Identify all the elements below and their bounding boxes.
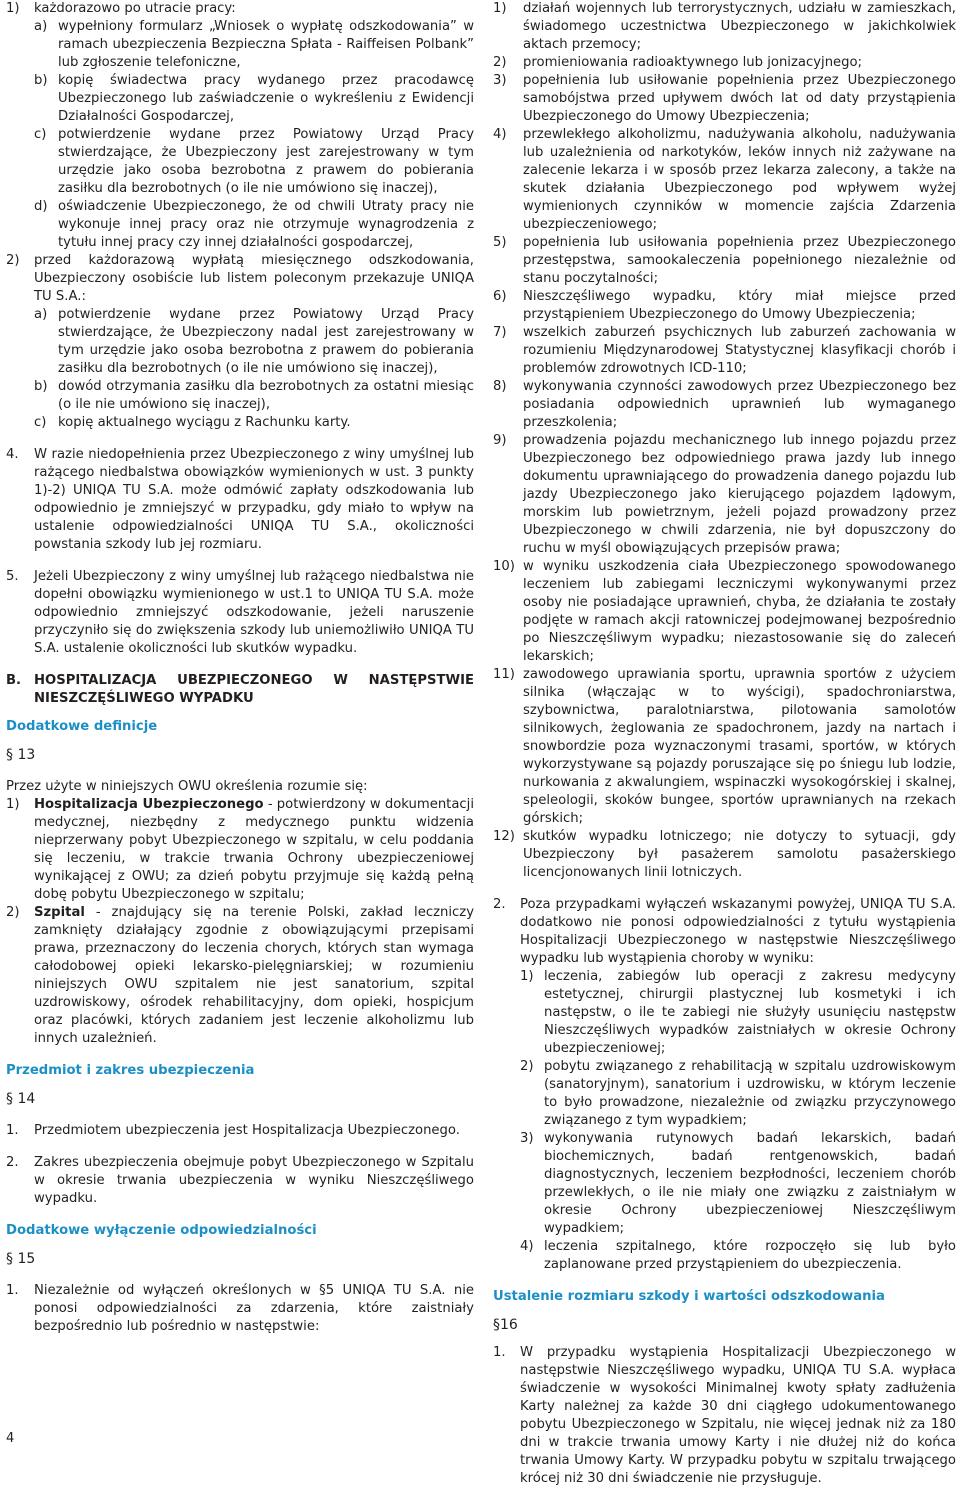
list-item (34, 72, 474, 126)
list-text: Nieszczęśliwego wypadku, który miał miejsce przed przystąpieniem Ubezpieczonego do Umowy Ubezpieczenia; (523, 289, 956, 322)
list-label: 2) (6, 905, 20, 920)
list-item (6, 252, 474, 306)
paragraph-text: W razie niedopełnienia przez Ubezpieczonego z winy umyślnej lub rażącego niedbalstwa obowiązków wymienionych w ust. 3 punkty 1)-2) UNIQA TU S.A. może odmówić zapłaty odszkodowania lub odpowiednio je zmniejszyć w przypadku, gdy miało to wpływ na ustalenie odpowiedzialności UNIQA TU S.A., okoliczności powstania szkody lub jej rozmiaru. (34, 447, 474, 552)
paragraph-text: W przypadku wystąpienia Hospitalizacji Ubezpieczonego w następstwie Nieszczęśliwego wypadku, UNIQA TU S.A. wypłaca świadczenie w wysokości Minimalnej kwoty spłaty zadłużenia Karty należnej za każde 30 dni ciągłego udokumentowanego pobytu Ubezpieczonego w Szpitalu, nie więcej jednak niż za 180 dni w trakcie trwania umowy Karty i nie dłużej niż do końca trwania Umowy Karty. W przypadku pobytu w szpitalu trwającego krócej niż 30 dni świadczenie nie przysługuje. (520, 1345, 956, 1486)
paragraph-text: Jeżeli Ubezpieczony z winy umyślnej lub rażącego niedbalstwa nie dopełni obowiązku wymienionego w ust.1 to UNIQA TU S.A. może odpowiednio zmniejszyć odszkodowanie, jeżeli naruszenie przyczyniło się do zwiększenia szkody lub uniemożliwiło UNIQA TU S.A. ustalenie okoliczności lub skutków wypadku. (34, 569, 474, 656)
numbered-paragraph (493, 896, 956, 968)
section-title: HOSPITALIZACJA UBEZPIECZONEGO W NASTĘPSTWIE NIESZCZĘŚLIWEGO WYPADKU (34, 673, 474, 706)
list-label: 10) (493, 559, 515, 574)
list-label: 5) (493, 235, 507, 250)
paragraph-text: Poza przypadkami wyłączeń wskazanymi powyżej, UNIQA TU S.A. dodatkowo nie ponosi odpowiedzialności z tytułu wystąpienia Hospitalizacji Ubezpieczonego w następstwie Nieszczęśliwego wypadku lub wystąpienia choroby w wyniku: (520, 897, 956, 966)
definition-item (6, 796, 474, 904)
list-text: potwierdzenie wydane przez Powiatowy Urząd Pracy stwierdzające, że Ubezpieczony jest zarejestrowany w tym urzędzie jako osoba bezrobotna z prawem do pobierania zasiłku dla bezrobotnych (o ile nie umówiono się inaczej), (58, 127, 474, 196)
list-item (6, 0, 474, 18)
paragraph-number: 2. (493, 897, 506, 912)
list-label: 7) (493, 325, 507, 340)
definition-term: Hospitalizacja Ubezpieczonego (34, 797, 264, 812)
list-text: wszelkich zaburzeń psychicznych lub zaburzeń zachowania w rozumieniu Międzynarodowej Statystycznej klasyfikacji chorób i problemów zdrowotnych ICD-110; (523, 325, 956, 376)
list-label: 1) (6, 1, 20, 16)
list-label: a) (34, 19, 48, 34)
list-label: a) (34, 307, 48, 322)
numbered-paragraph (6, 446, 474, 554)
list-text: popełnienia lub usiłowania popełnienia przez Ubezpieczonego przestępstwa, samookaleczenia popełnionego niezależnie od stanu poczytalności; (523, 235, 956, 286)
list-label: 1) (493, 1, 507, 16)
list-text: dowód otrzymania zasiłku dla bezrobotnych za ostatni miesiąc (o ile nie umówiono się inaczej), (58, 379, 474, 412)
list-text: każdorazowo po utracie pracy: (34, 1, 236, 16)
definition-text (34, 796, 474, 904)
list-text: wypełniony formularz „Wniosek o wypłatę odszkodowania” w ramach ubezpieczenia Bezpieczna Spłata - Raiffeisen Polbank” lub zgłoszenie telefoniczne, (58, 19, 474, 70)
paragraph-mark: § 14 (6, 1091, 36, 1107)
list-label: 12) (493, 829, 515, 844)
list-item (493, 378, 956, 432)
paragraph-text: Niezależnie od wyłączeń określonych w §5 UNIQA TU S.A. nie ponosi odpowiedzialności za zdarzenia, które zaistniały bezpośrednio lub pośrednio w następstwie: (34, 1283, 474, 1334)
list-item (493, 234, 956, 288)
list-text: w wyniku uszkodzenia ciała Ubezpieczonego spowodowanego leczeniem lub zabiegami leczniczymi wykonywanymi przez osoby nie posiadające uprawnień, chyba, że działania te zostały podjęte w ramach akcji ratowniczej podejmowanej bezpośrednio po Nieszczęśliwym wypadku; niezastosowanie się do zaleceń lekarskich; (523, 559, 956, 664)
section-letter: B. (6, 673, 22, 688)
list-item (34, 378, 474, 414)
list-label: b) (34, 73, 48, 88)
list-text: kopię świadectwa pracy wydanego przez pracodawcę Ubezpieczonego lub zaświadczenie o wykreśleniu z Ewidencji Działalności Gospodarczej, (58, 73, 474, 124)
list-text: leczenia, zabiegów lub operacji z zakresu medycyny estetycznej, chirurgii plastycznej lub kosmetyki i ich następstw, o ile te zabiegi nie służyły usunięciu następstw Nieszczęśliwych wypadków zaistniałych w okresie Ochrony ubezpieczeniowej; (544, 969, 956, 1056)
definition-term: Szpital (34, 905, 85, 920)
list-item (520, 1130, 956, 1238)
list-label: b) (34, 379, 48, 394)
intro-text: Przez użyte w niniejszych OWU określenia rozumie się: (6, 779, 368, 794)
list-text: prowadzenia pojazdu mechanicznego lub innego pojazdu przez Ubezpieczonego bez odpowiedniego prawa jazdy lub innego dokumentu uprawniającego do prowadzenia danego pojazdu lub jazdy Ubezpieczonego jako kierującego pojazdem lądowym, morskim lub powietrznym, jeżeli pojazd prowadzony przez Ubezpieczonego w chwili zdarzenia, nie był dopuszczony do ruchu w myśl obowiązujących przepisów prawa; (523, 433, 956, 556)
paragraph-number: 1. (493, 1345, 506, 1360)
page-number: 4 (6, 1431, 15, 1446)
paragraph-mark: § 13 (6, 747, 36, 763)
list-text: leczenia szpitalnego, które rozpoczęło się lub było zaplanowane przed przystąpieniem do ubezpieczenia. (544, 1239, 956, 1272)
list-item (493, 72, 956, 126)
list-label: 4) (520, 1239, 534, 1254)
definition-body: - znajdujący się na terenie Polski, zakład leczniczy zamknięty działający zgodnie z obowiązującymi przepisami prawa, przeznaczony do leczenia chorych, których stan wymaga całodobowej opieki lekarsko-pielęgniarskiej; w rozumieniu niniejszych OWU szpitalem nie jest sanatorium, szpital uzdrowiskowy, ośrodek rehabilitacyjny, dom opieki, hospicjum oraz placówki, których zadaniem jest leczenie alkoholizmu lub innych uzależnień. (34, 905, 474, 1046)
list-label: 8) (493, 379, 507, 394)
list-item (520, 1238, 956, 1274)
paragraph-number: 1. (6, 1123, 19, 1138)
list-item (34, 126, 474, 198)
list-text: wykonywania czynności zawodowych przez Ubezpieczonego bez posiadania odpowiednich uprawnień lub wymaganego przeszkolenia; (523, 379, 956, 430)
paragraph-text: Zakres ubezpieczenia obejmuje pobyt Ubezpieczonego w Szpitalu w okresie trwania ubezpieczenia w wyniku Nieszczęśliwego wypadku. (34, 1155, 474, 1206)
list-item (493, 432, 956, 558)
paragraph-text: Przedmiotem ubezpieczenia jest Hospitalizacja Ubezpieczonego. (34, 1123, 460, 1138)
subheading-scope: Przedmiot i zakres ubezpieczenia (6, 1063, 255, 1078)
left-column (6, 0, 474, 1336)
list-item (493, 126, 956, 234)
paragraph-mark: § 15 (6, 1251, 36, 1267)
list-text: popełnienia lub usiłowanie popełnienia przez Ubezpieczonego samobójstwa przed upływem dwóch lat od daty przystąpienia Ubezpieczonego do Umowy Ubezpieczenia; (523, 73, 956, 124)
definition-text (34, 904, 474, 1048)
paragraph-mark: §16 (493, 1317, 518, 1333)
list-text: działań wojennych lub terrorystycznych, udziału w zamieszkach, świadomego uczestnictwa Ubezpieczonego w jakichkolwiek aktach przemocy; (523, 1, 956, 52)
list-label: 6) (493, 289, 507, 304)
paragraph-number: 1. (6, 1283, 19, 1298)
list-label: 2) (493, 55, 507, 70)
list-text: przewlekłego alkoholizmu, nadużywania alkoholu, nadużywania lub uzależnienia od narkotyków, leków innych niż zażywane na zalecenie lekarza i w sposób przez lekarza zalecony, a także na skutek działania Ubezpieczonego pod wpływem wyżej wymienionych czynników w momencie zajścia Zdarzenia ubezpieczeniowego; (523, 127, 956, 232)
list-label: 3) (520, 1131, 534, 1146)
list-item (34, 414, 474, 432)
list-item (34, 18, 474, 72)
list-text: oświadczenie Ubezpieczonego, że od chwili Utraty pracy nie wykonuje innej pracy oraz nie otrzymuje wynagrodzenia z tytułu innej pracy czy innej działalności gospodarczej, (58, 199, 474, 250)
definition-body: - potwierdzony w dokumentacji medycznej, niezbędny z medycznego punktu widzenia nieprzerwany pobyt Ubezpieczonego w szpitalu, w celu poddania się leczeniu, w trakcie trwania Ochrony ubezpieczeniowej wynikającej z OWU; za dzień pobytu przyjmuje się każdą pełną dobę pobytu Ubezpieczonego w szpitalu; (34, 797, 475, 902)
list-item (34, 306, 474, 378)
list-text: przed każdorazową wypłatą miesięcznego odszkodowania, Ubezpieczony osobiście lub listem poleconym przekazuje UNIQA TU S.A.: (34, 253, 474, 304)
numbered-paragraph (6, 1122, 474, 1140)
list-label: 4) (493, 127, 507, 142)
subheading-amount: Ustalenie rozmiaru szkody i wartości odszkodowania (493, 1289, 885, 1304)
list-label: d) (34, 199, 48, 214)
numbered-paragraph (493, 1344, 956, 1488)
numbered-paragraph (6, 1154, 474, 1208)
subheading-exclusion: Dodatkowe wyłączenie odpowiedzialności (6, 1223, 317, 1238)
section-heading (6, 672, 474, 708)
list-text: potwierdzenie wydane przez Powiatowy Urząd Pracy stwierdzające, że Ubezpieczony nadal jest zarejestrowany w tym urzędzie jako osoba bezrobotna z prawem do pobierania zasiłku dla bezrobotnych (o ile nie umówiono się inaczej), (58, 307, 474, 376)
numbered-paragraph (6, 568, 474, 658)
list-label: 1) (6, 797, 20, 812)
list-item (520, 968, 956, 1058)
list-item (493, 288, 956, 324)
list-item (34, 198, 474, 252)
list-item (493, 828, 956, 882)
list-text: skutków wypadku lotniczego; nie dotyczy to sytuacji, gdy Ubezpieczony był pasażerem samolotu pasażerskiego licencjonowanych linii lotniczych. (523, 829, 956, 880)
paragraph-number: 4. (6, 447, 19, 462)
list-label: 9) (493, 433, 507, 448)
list-item (493, 324, 956, 378)
list-item (493, 54, 956, 72)
right-column (493, 0, 956, 1488)
list-label: 1) (520, 969, 534, 984)
list-item (493, 0, 956, 54)
paragraph-number: 2. (6, 1155, 19, 1170)
list-label: c) (34, 127, 47, 142)
list-item (493, 558, 956, 666)
subheading-definitions: Dodatkowe definicje (6, 719, 158, 734)
list-text: zawodowego uprawiania sportu, uprawnia sportów z użyciem silnika (włączając w to wyścigi), spadochroniarstwa, szybownictwa, paralotniarstwa, pilotowania samolotów silnikowych, żeglowania ze spadochronem, jazdy na nartach i snowbordzie poza wyznaczonymi trasami, sportów, w których wykorzystywane są pojazdy poruszające się po śniegu lub lodzie, nurkowania z akwalungiem, wspinaczki wysokogórskiej i skalnej, speleologii, skoków bungee, sportów uprawnianych na rzekach górskich; (523, 667, 956, 826)
list-label: c) (34, 415, 47, 430)
paragraph-number: 5. (6, 569, 19, 584)
definition-item (6, 904, 474, 1048)
list-text: kopię aktualnego wyciągu z Rachunku karty. (58, 415, 351, 430)
list-item (520, 1058, 956, 1130)
numbered-paragraph (6, 1282, 474, 1336)
list-label: 2) (6, 253, 20, 268)
list-text: promieniowania radioaktywnego lub jonizacyjnego; (523, 55, 863, 70)
list-text: pobytu związanego z rehabilitacją w szpitalu uzdrowiskowym (sanatoryjnym), sanatorium i uzdrowisku, w którym leczenie to było prowadzone, niezależnie od związku przyczynowego związanego z tym wypadkiem; (544, 1059, 956, 1128)
list-label: 11) (493, 667, 515, 682)
list-item (493, 666, 956, 828)
list-label: 3) (493, 73, 507, 88)
list-label: 2) (520, 1059, 534, 1074)
list-text: wykonywania rutynowych badań lekarskich, badań biochemicznych, badań rentgenowskich, badań diagnostycznych, leczeniem bezpłodności, leczeniem chorób przewlekłych, o ile nie miały one związku z zaistniałym w okresie Ochrony ubezpieczeniowej Nieszczęśliwym wypadkiem; (544, 1131, 956, 1236)
